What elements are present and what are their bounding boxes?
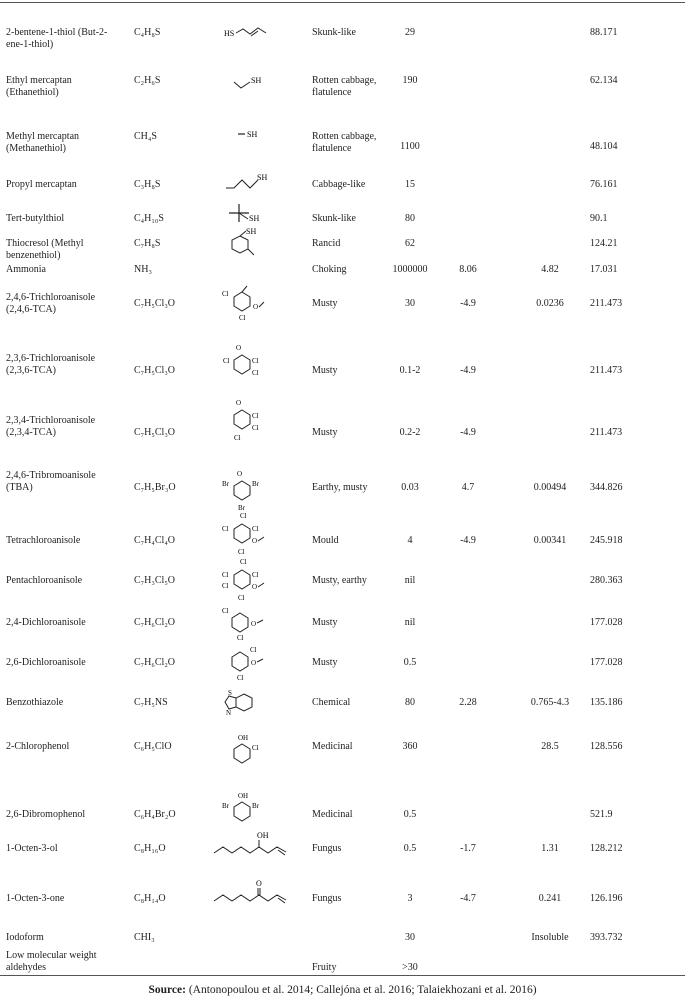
struct-label-cl: Cl (252, 357, 259, 365)
struct-label-oh: OH (238, 734, 249, 742)
compound-threshold: 0.5 (403, 843, 417, 854)
structure-butenethiol (210, 22, 290, 44)
compound-odour: Chemical (312, 697, 351, 708)
table-bottom-rule (0, 975, 685, 976)
compound-name: 1-Octen-3-ol (6, 843, 58, 854)
compound-mw: 393.732 (590, 932, 623, 943)
struct-label-sh: SH (251, 76, 262, 85)
struct-label-oh: OH (257, 831, 269, 840)
compound-odour: Medicinal (312, 809, 353, 820)
struct-label-br: Br (252, 480, 259, 488)
compound-name: 1-Octen-3-one (6, 893, 65, 904)
compound-formula: C₇H₆Cl₂O (134, 657, 176, 668)
compound-threshold: nil (404, 617, 416, 628)
compound-logp: -4.9 (460, 535, 476, 546)
compound-threshold: nil (404, 575, 416, 586)
compound-name: Ethyl mercaptan (Ethanethiol) (6, 75, 72, 98)
compound-name: 2,3,6-Trichloroanisole (2,3,6-TCA) (6, 353, 96, 376)
compound-mw: 177.028 (590, 617, 623, 628)
structure-pentachloroanisole (210, 556, 290, 606)
struct-label-cl: Cl (222, 607, 229, 615)
compound-solubility: 28.5 (541, 741, 559, 752)
struct-label-cl: Cl (252, 369, 259, 377)
struct-label-n: N (226, 709, 232, 717)
compound-odour: Musty (312, 298, 338, 309)
compound-solubility: 0.00341 (533, 535, 567, 546)
structure-benzothiazole (210, 687, 290, 717)
compound-formula: C₈H₁₄O (134, 893, 166, 904)
compound-formula: C₇H₆Cl₂O (134, 617, 176, 628)
struct-label-cl: Cl (240, 558, 247, 566)
compound-odour: Fungus (312, 893, 342, 904)
compound-logp: 4.7 (461, 482, 475, 493)
struct-label-cl: Cl (250, 646, 257, 654)
structure-tert-butylthiol (210, 200, 290, 228)
compound-name: Thiocresol (Methyl benzenethiol) (6, 238, 84, 261)
structure-24-dichloroanisole (210, 605, 290, 643)
compound-formula: C₂H₆S (134, 75, 161, 86)
structure-236-tca (210, 341, 290, 387)
compound-threshold: 15 (405, 179, 415, 190)
compound-mw: 90.1 (590, 213, 608, 224)
struct-label-cl: Cl (252, 412, 259, 420)
compound-formula: C₃H₈S (134, 179, 161, 190)
compound-odour: Skunk-like (312, 27, 356, 38)
compound-formula: CH₄S (134, 131, 157, 142)
compound-odour: Rotten cabbage, flatulence (312, 75, 377, 98)
compound-formula: C₇H₅Cl₃O (134, 298, 176, 309)
compound-logp: 8.06 (459, 264, 477, 275)
structure-tetrachloroanisole (210, 510, 290, 560)
compound-mw: 17.031 (590, 264, 618, 275)
compound-threshold: 0.03 (401, 482, 419, 493)
compound-name: Methyl mercaptan (Methanethiol) (6, 131, 80, 154)
compound-mw: 48.104 (590, 141, 618, 152)
compound-name: 2,6-Dibromophenol (6, 809, 86, 820)
struct-label-o: O (252, 537, 258, 545)
compound-mw: 128.212 (590, 843, 623, 854)
compound-logp: -1.7 (460, 843, 476, 854)
compound-solubility: 0.00494 (533, 482, 567, 493)
compound-odour: Rancid (312, 238, 341, 249)
compound-odour: Musty (312, 617, 338, 628)
structure-2-chlorophenol (210, 732, 290, 770)
compound-mw: 344.826 (590, 482, 623, 493)
compound-formula: C₇H₈S (134, 238, 161, 249)
compound-formula: C₇H₅Br₃O (134, 482, 176, 493)
compound-formula: C₆H₄Br₂O (134, 809, 176, 820)
struct-label-o: O (253, 303, 259, 311)
struct-label-s: S (228, 689, 232, 697)
compound-odour: Skunk-like (312, 213, 356, 224)
compound-mw: 88.171 (590, 27, 618, 38)
compound-odour: Fungus (312, 843, 342, 854)
struct-label-o: O (252, 583, 258, 591)
compound-odour: Mould (312, 535, 339, 546)
structure-thiocresol (210, 226, 290, 260)
compound-name: Tetrachloroanisole (6, 535, 81, 546)
compound-logp: -4.9 (460, 298, 476, 309)
struct-label-cl: Cl (238, 594, 245, 602)
compound-formula: C₄H₈S (134, 27, 161, 38)
compound-formula: C₇H₅Cl₃O (134, 365, 176, 376)
compound-threshold: 3 (407, 893, 413, 904)
compound-mw: 521.9 (590, 809, 613, 820)
compound-name: Tert-butylthiol (6, 213, 65, 224)
compound-mw: 245.918 (590, 535, 623, 546)
struct-label-cl: Cl (237, 674, 244, 682)
compound-name: 2,4,6-Tribromoanisole (TBA) (6, 470, 96, 493)
struct-label-br: Br (222, 480, 229, 488)
structure-methanethiol (210, 122, 290, 144)
struct-label-cl: Cl (222, 582, 229, 590)
compound-mw: 211.473 (590, 298, 623, 309)
compound-name: 2,4-Dichloroanisole (6, 617, 86, 628)
compound-mw: 126.196 (590, 893, 623, 904)
compound-threshold: 0.1-2 (399, 365, 421, 376)
compound-threshold: 360 (402, 741, 418, 752)
struct-label-cl: Cl (252, 525, 259, 533)
compound-threshold: 0.5 (403, 809, 417, 820)
source-text: (Antonopoulou et al. 2014; Callejóna et al. 2016; Talaiekhozani et al. 2016) (185, 984, 537, 996)
compound-mw: 211.473 (590, 365, 623, 376)
compound-logp: -4.9 (460, 365, 476, 376)
structure-1-octen-3-ol (210, 830, 300, 860)
source-label: Source: (148, 984, 186, 996)
compound-mw: 135.186 (590, 697, 623, 708)
compound-solubility: 1.31 (541, 843, 559, 854)
struct-label-cl: Cl (222, 571, 229, 579)
struct-label-o: O (256, 879, 262, 888)
struct-label-o: O (236, 344, 242, 352)
struct-label-o: O (251, 659, 257, 667)
compound-odour: Musty (312, 427, 338, 438)
compound-threshold: 190 (402, 75, 418, 86)
compound-odour: Rotten cabbage, flatulence (312, 131, 377, 154)
compound-mw: 211.473 (590, 427, 623, 438)
compound-threshold: 30 (405, 932, 415, 943)
compound-logp: 2.28 (459, 697, 477, 708)
compound-name: 2-bentene-1-thiol (But-2-ene-1-thiol) (6, 27, 108, 50)
source-citation (0, 984, 685, 996)
compound-name: 2,3,4-Trichloroanisole (2,3,4-TCA) (6, 415, 96, 438)
compound-formula: C₇H₅NS (134, 697, 168, 708)
compound-odour: Earthy, musty (312, 482, 368, 493)
compound-odour: Medicinal (312, 741, 353, 752)
compound-formula: C₇H₃Cl₅O (134, 575, 176, 586)
struct-label-cl: Cl (252, 571, 259, 579)
struct-label-o: O (236, 399, 242, 407)
compound-threshold: 80 (405, 213, 415, 224)
structure-246-tca (210, 282, 290, 328)
compound-solubility: 4.82 (541, 264, 559, 275)
struct-label-br: Br (252, 802, 259, 810)
compound-formula: C₄H₁₀S (134, 213, 164, 224)
compound-mw: 177.028 (590, 657, 623, 668)
struct-label-cl: Cl (222, 290, 229, 298)
table-top-rule (0, 2, 685, 3)
compound-formula: NH₃ (134, 264, 152, 275)
struct-label-o: O (237, 470, 243, 478)
compound-odour: Fruity (312, 962, 337, 973)
compound-threshold: 1000000 (392, 264, 428, 275)
compound-odour: Cabbage-like (312, 179, 366, 190)
compound-mw: 280.363 (590, 575, 623, 586)
struct-label-br: Br (222, 802, 229, 810)
compound-odour: Musty (312, 365, 338, 376)
compound-threshold: 30 (405, 298, 415, 309)
compound-formula: C₇H₄Cl₄O (134, 535, 176, 546)
compound-odour: Choking (312, 264, 347, 275)
compound-threshold: 62 (405, 238, 415, 249)
struct-label-cl: Cl (237, 634, 244, 642)
structure-1-octen-3-one (210, 878, 300, 908)
compound-threshold: 80 (405, 697, 415, 708)
compound-mw: 76.161 (590, 179, 618, 190)
structure-ethanethiol (210, 72, 290, 94)
compound-mw: 128.556 (590, 741, 623, 752)
compound-name: Pentachloroanisole (6, 575, 83, 586)
structure-234-tca (210, 396, 290, 446)
compound-logp: -4.7 (460, 893, 476, 904)
compound-name: Iodoform (6, 932, 44, 943)
struct-label-sh: SH (247, 130, 258, 139)
compound-name: 2,4,6-Trichloroanisole (2,4,6-TCA) (6, 292, 96, 315)
compound-mw: 124.21 (590, 238, 618, 249)
struct-label-sh: SH (249, 214, 260, 223)
struct-label-cl: Cl (252, 424, 259, 432)
compound-formula: C₇H₅Cl₃O (134, 427, 176, 438)
structure-tba (210, 468, 290, 514)
compound-mw: 62.134 (590, 75, 618, 86)
struct-label-sh: SH (246, 227, 257, 236)
compound-solubility: 0.765-4.3 (530, 697, 570, 708)
compound-formula: C₈H₁₆O (134, 843, 166, 854)
struct-label-cl: Cl (252, 744, 259, 752)
structure-26-dichloroanisole (210, 643, 290, 683)
compound-formula: CHI₃ (134, 932, 155, 943)
structure-propanethiol (210, 170, 290, 192)
struct-label-cl: Cl (222, 525, 229, 533)
compound-threshold: 0.2-2 (399, 427, 421, 438)
struct-label-cl: Cl (239, 314, 246, 322)
struct-label-cl: Cl (234, 434, 241, 442)
compound-solubility: 0.0236 (536, 298, 564, 309)
compound-logp: -4.9 (460, 427, 476, 438)
struct-label-o: O (251, 620, 257, 628)
struct-label-oh: OH (238, 792, 249, 800)
compound-odour: Musty (312, 657, 338, 668)
compound-name: Low molecular weight aldehydes (6, 950, 97, 973)
struct-label-hs: HS (224, 29, 235, 38)
compound-threshold: 29 (405, 27, 415, 38)
compound-threshold: 1100 (400, 141, 420, 152)
compound-name: 2-Chlorophenol (6, 741, 70, 752)
compound-threshold: 4 (407, 535, 413, 546)
compound-formula: C₆H₅ClO (134, 741, 172, 752)
structure-26-dibromophenol (210, 790, 290, 830)
compound-odour: Musty, earthy (312, 575, 367, 586)
compound-solubility: 0.241 (538, 893, 562, 904)
struct-label-sh: SH (257, 173, 268, 182)
compound-solubility: Insoluble (531, 932, 569, 943)
struct-label-br: Br (238, 504, 245, 512)
compound-threshold: 0.5 (403, 657, 417, 668)
struct-label-cl: Cl (238, 548, 245, 556)
compound-threshold: >30 (402, 962, 418, 973)
struct-label-cl: Cl (223, 357, 230, 365)
compound-name: Benzothiazole (6, 697, 64, 708)
compound-name: Propyl mercaptan (6, 179, 77, 190)
compound-name: Ammonia (6, 264, 46, 275)
struct-label-cl: Cl (240, 512, 247, 520)
compound-name: 2,6-Dichloroanisole (6, 657, 86, 668)
